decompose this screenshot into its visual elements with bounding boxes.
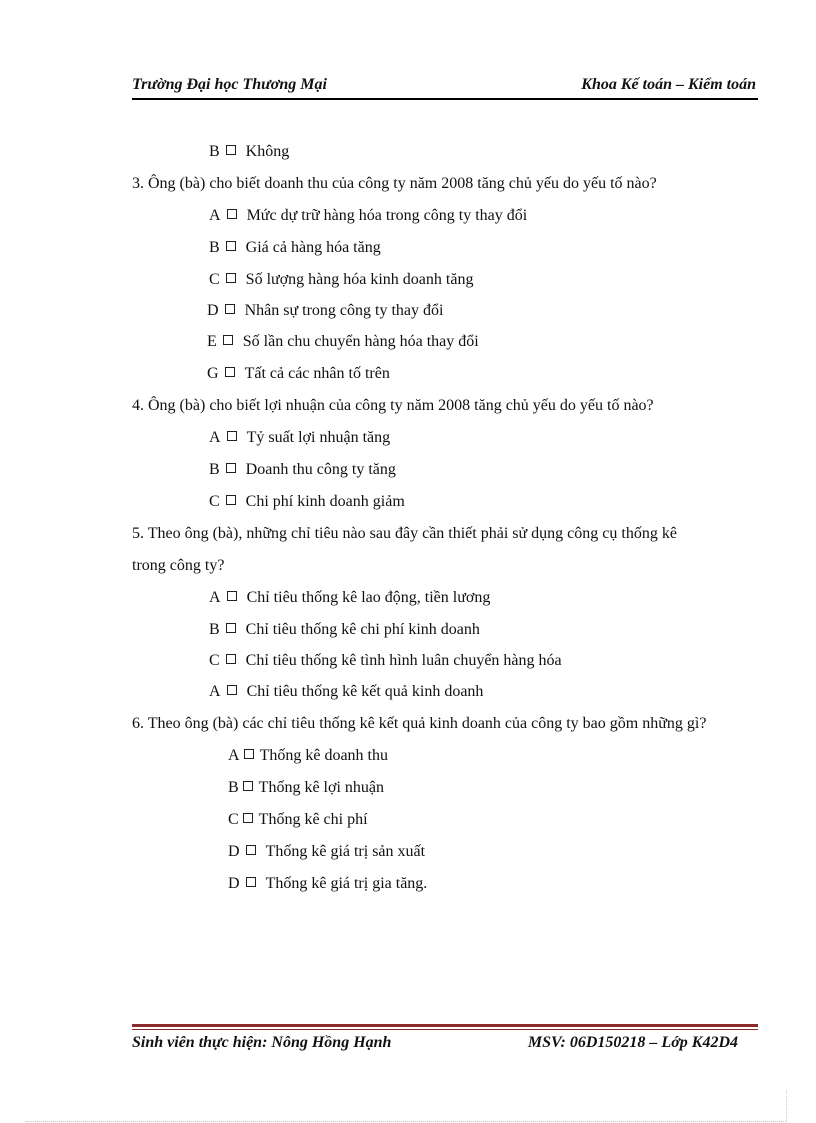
checkbox[interactable]: [227, 685, 237, 695]
option-letter: C: [209, 652, 220, 669]
question-5-line-2: trong công ty?: [132, 557, 225, 574]
option-row: [209, 237, 381, 259]
option-text: Nhân sự trong công ty thay đổi: [244, 302, 444, 319]
option-row: [209, 459, 396, 481]
option-text: Thống kê doanh thu: [259, 747, 388, 764]
option-text: Doanh thu công ty tăng: [245, 461, 396, 478]
question-5-line-1: 5. Theo ông (bà), những chỉ tiêu nào sau đây cần thiết phải sử dụng công cụ thống kê: [132, 525, 677, 542]
option-text: Số lần chu chuyển hàng hóa thay đổi: [242, 333, 479, 350]
option-text: Chỉ tiêu thống kê kết quả kinh doanh: [246, 683, 484, 700]
header-faculty: Khoa Kế toán – Kiểm toán: [581, 76, 756, 93]
footer-rule-thick: [132, 1024, 758, 1027]
checkbox[interactable]: [226, 145, 236, 155]
option-text: Thống kê chi phí: [258, 811, 368, 828]
checkbox[interactable]: [227, 591, 237, 601]
option-letter: D: [228, 875, 240, 892]
option-row: [209, 269, 473, 291]
question-3: 3. Ông (bà) cho biết doanh thu của công ty năm 2008 tăng chủ yếu do yếu tố nào?: [132, 175, 657, 192]
checkbox[interactable]: [226, 495, 236, 505]
option-row: [209, 650, 562, 672]
option-letter: E: [207, 333, 217, 350]
option-text: Không: [245, 143, 290, 160]
option-text: Tỷ suất lợi nhuận tăng: [246, 429, 391, 446]
option-text: Chỉ tiêu thống kê tình hình luân chuyển hàng hóa: [245, 652, 562, 669]
footer-rule-thin: [132, 1029, 758, 1030]
option-letter: G: [207, 365, 219, 382]
header-rule: [132, 98, 758, 100]
option-text: Thống kê giá trị sản xuất: [265, 843, 426, 860]
option-row: [209, 619, 480, 641]
option-text: Tất cả các nhân tố trên: [244, 365, 390, 382]
checkbox[interactable]: [226, 241, 236, 251]
option-letter: D: [228, 843, 240, 860]
footer-student: Sinh viên thực hiện: Nông Hồng Hạnh: [132, 1034, 392, 1051]
page-footer: [132, 1034, 758, 1058]
option-row: [209, 491, 405, 513]
option-row: [209, 587, 490, 609]
option-row: [228, 777, 384, 799]
option-row: [209, 681, 483, 703]
question-6: 6. Theo ông (bà) các chỉ tiêu thống kê kết quả kinh doanh của công ty bao gồm những gì?: [132, 715, 707, 732]
option-letter: A: [209, 589, 221, 606]
option-text: Thống kê giá trị gia tăng.: [265, 875, 428, 892]
option-letter: A: [228, 747, 240, 764]
checkbox[interactable]: [223, 335, 233, 345]
option-row: [209, 141, 289, 163]
checkbox[interactable]: [243, 781, 253, 791]
option-row: [207, 300, 443, 322]
checkbox[interactable]: [227, 209, 237, 219]
checkbox[interactable]: [226, 654, 236, 664]
checkbox[interactable]: [226, 623, 236, 633]
footer-student-id: MSV: 06D150218 – Lớp K42D4: [527, 1034, 738, 1051]
option-text: Chỉ tiêu thống kê lao động, tiền lương: [246, 589, 491, 606]
option-row: [228, 745, 388, 767]
option-row: [228, 841, 425, 863]
option-letter: C: [209, 493, 220, 510]
option-letter: B: [209, 461, 220, 478]
question-4: 4. Ông (bà) cho biết lợi nhuận của công ty năm 2008 tăng chủ yếu do yếu tố nào?: [132, 397, 654, 414]
option-row: [207, 331, 479, 353]
option-row: [228, 873, 427, 895]
option-letter: B: [209, 621, 220, 638]
option-letter: C: [209, 271, 220, 288]
checkbox[interactable]: [225, 304, 235, 314]
option-letter: D: [207, 302, 219, 319]
page-header: [132, 76, 758, 100]
option-text: Giá cả hàng hóa tăng: [245, 239, 381, 256]
option-letter: A: [209, 429, 221, 446]
option-row: [209, 427, 390, 449]
option-row: [228, 809, 368, 831]
checkbox[interactable]: [226, 463, 236, 473]
checkbox[interactable]: [244, 749, 254, 759]
option-letter: A: [209, 683, 221, 700]
option-letter: B: [209, 143, 220, 160]
option-letter: A: [209, 207, 221, 224]
checkbox[interactable]: [227, 431, 237, 441]
option-text: Chỉ tiêu thống kê chi phí kinh doanh: [245, 621, 480, 638]
checkbox[interactable]: [243, 813, 253, 823]
checkbox[interactable]: [246, 845, 256, 855]
checkbox[interactable]: [246, 877, 256, 887]
page-edge-right: [786, 1090, 787, 1121]
option-letter: B: [228, 779, 239, 796]
option-text: Số lượng hàng hóa kinh doanh tăng: [245, 271, 474, 288]
option-letter: C: [228, 811, 239, 828]
option-text: Chi phí kinh doanh giảm: [245, 493, 405, 510]
header-university: Trường Đại học Thương Mại: [132, 76, 327, 93]
checkbox[interactable]: [226, 273, 236, 283]
option-row: [207, 363, 390, 385]
option-text: Mức dự trữ hàng hóa trong công ty thay đổi: [246, 207, 528, 224]
page-edge-bottom: [26, 1121, 786, 1122]
checkbox[interactable]: [225, 367, 235, 377]
option-text: Thống kê lợi nhuận: [258, 779, 384, 796]
option-letter: B: [209, 239, 220, 256]
option-row: [209, 205, 527, 227]
